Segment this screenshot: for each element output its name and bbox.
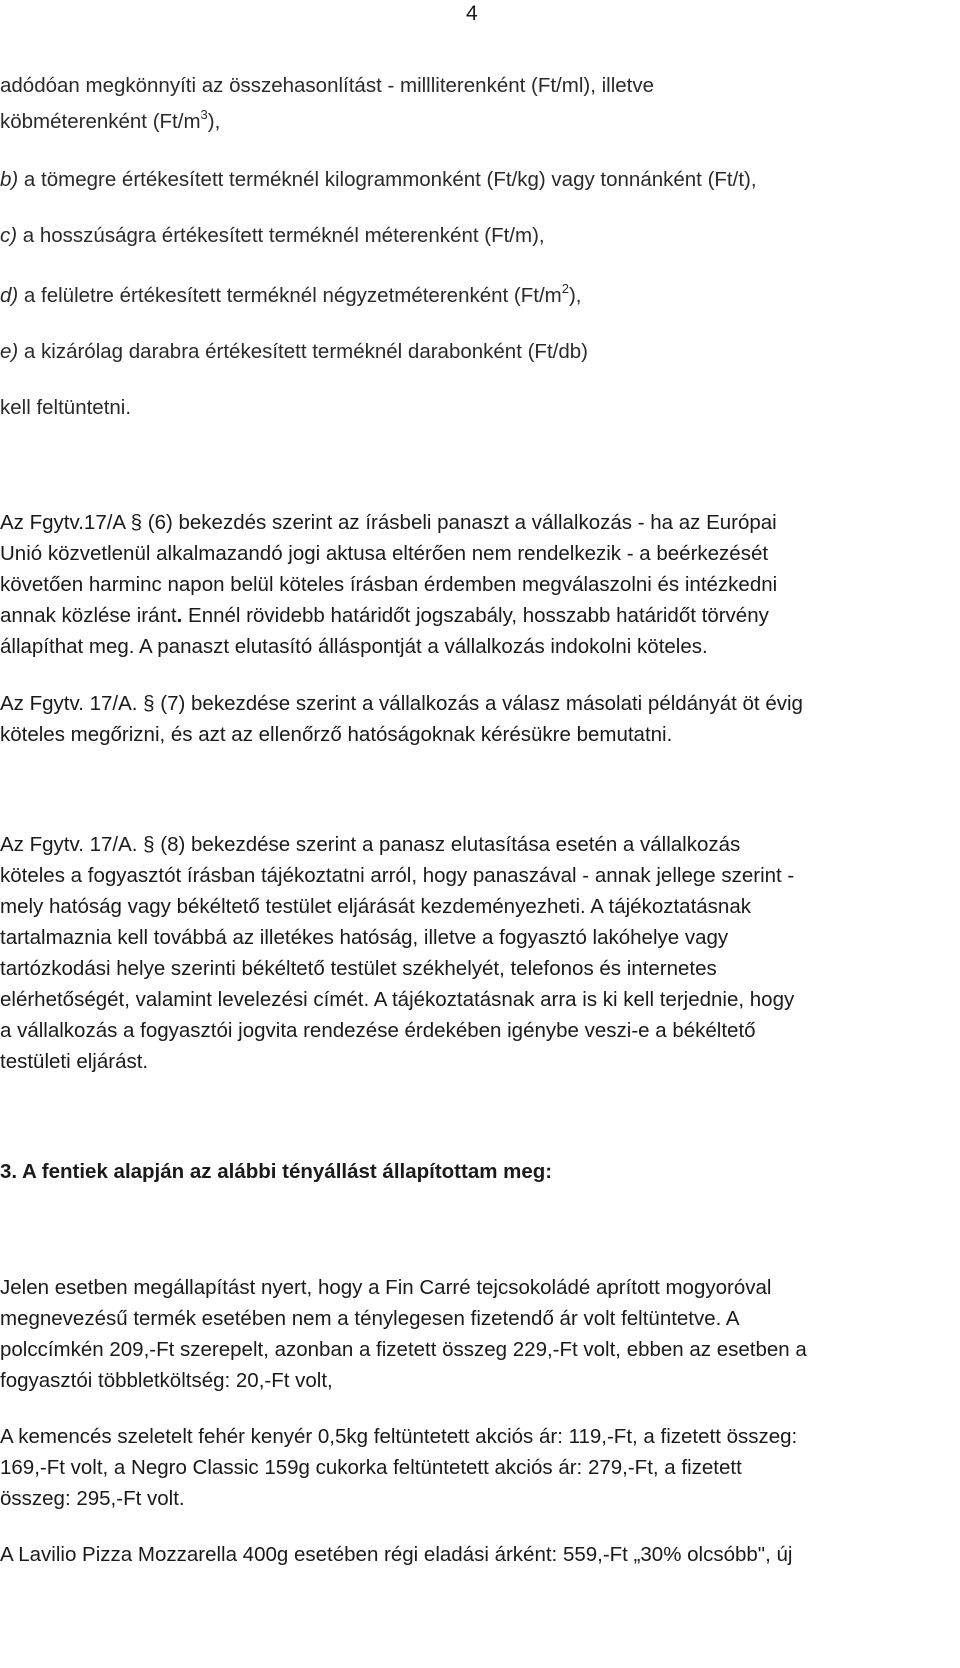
para4-line-3: polccímkén 209,-Ft szerepelt, azonban a fizetett összeg 229,-Ft volt, ebben az esetben a [0,1338,807,1361]
para3-line-5: tartózkodási helye szerinti békéltető testület székhelyét, telefonos és internetes [0,957,717,980]
para3-line-6: elérhetőségét, valamint levelezési címét. A tájékoztatásnak arra is ki kell terjednie, hogy [0,988,795,1011]
para3-line-8: testületi eljárást. [0,1050,149,1073]
list-item-b: b) a tömegre értékesített terméknél kilogrammonként (Ft/kg) vagy tonnánként (Ft/t), [0,168,757,191]
para1-line-1: Az Fgytv.17/A § (6) bekezdés szerint az írásbeli panaszt a vállalkozás - ha az Európai [0,511,777,534]
para3-line-3: mely hatóság vagy békéltető testület eljárását kezdeményezheti. A tájékoztatásnak [0,895,751,918]
page-number: 4 [466,2,478,25]
para3-line-7: a vállalkozás a fogyasztói jogvita rendezése érdekében igénybe veszi-e a békéltető [0,1019,756,1042]
para2-line-1: Az Fgytv. 17/A. § (7) bekezdése szerint a vállalkozás a válasz másolati példányát öt évig [0,692,803,715]
list-closing: kell feltüntetni. [0,396,132,419]
para5-line-3: összeg: 295,-Ft volt. [0,1487,185,1510]
list-intro-line-2: köbméterenként $(Ft/m^3)$, [0,107,221,133]
para1-line-5: állapíthat meg. A panaszt elutasító álláspontját a vállalkozás indokolni köteles. [0,635,708,658]
section-3-heading: 3. A fentiek alapján az alábbi tényállást állapítottam meg: [0,1160,553,1183]
para1-line-2: Unió közvetlenül alkalmazandó jogi aktusa eltérően nem rendelkezik - a beérkezését [0,542,769,565]
para5-line-2: 169,-Ft volt, a Negro Classic 159g cukorka feltüntetett akciós ár: 279,-Ft, a fizetett [0,1456,742,1479]
para4-line-1: Jelen esetben megállapítást nyert, hogy a Fin Carré tejcsokoládé aprított mogyoróval [0,1276,772,1299]
para6-line-1: A Lavilio Pizza Mozzarella 400g esetében régi eladási árként: 559,-Ft „30% olcsóbb", új [0,1543,793,1566]
list-intro-line-1: adódóan megkönnyíti az összehasonlítást - millliterenként (Ft/ml), illetve [0,74,655,97]
para4-line-2: megnevezésű termék esetében nem a ténylegesen fizetendő ár volt feltüntetve. A [0,1307,740,1330]
list-item-e: e) a kizárólag darabra értékesített terméknél darabonként (Ft/db) [0,340,588,363]
list-item-d: d) a felületre értékesített terméknél négyzetméterenként $(Ft/m^2)$, [0,281,582,307]
para4-line-4: fogyasztói többletköltség: 20,-Ft volt, [0,1369,333,1392]
para3-line-1: Az Fgytv. 17/A. § (8) bekezdése szerint a panasz elutasítása esetén a vállalkozás [0,833,741,856]
para5-line-1: A kemencés szeletelt fehér kenyér 0,5kg feltüntetett akciós ár: 119,-Ft, a fizetett összeg: [0,1425,798,1448]
para3-line-4: tartalmaznia kell továbbá az illetékes hatóság, illetve a fogyasztó lakóhelye vagy [0,926,729,949]
para2-line-2: köteles megőrizni, és azt az ellenőrző hatóságoknak kérésükre bemutatni. [0,723,673,746]
list-item-c: c) a hosszúságra értékesített terméknél méterenként (Ft/m), [0,224,545,247]
para1-line-4: annak közlése iránt. Ennél rövidebb határidőt jogszabály, hosszabb határidőt törvény [0,604,769,627]
para1-line-3: követően harminc napon belül köteles írásban érdemben megválaszolni és intézkedni [0,573,778,596]
para3-line-2: köteles a fogyasztót írásban tájékoztatni arról, hogy panaszával - annak jellege szerint - [0,864,795,887]
